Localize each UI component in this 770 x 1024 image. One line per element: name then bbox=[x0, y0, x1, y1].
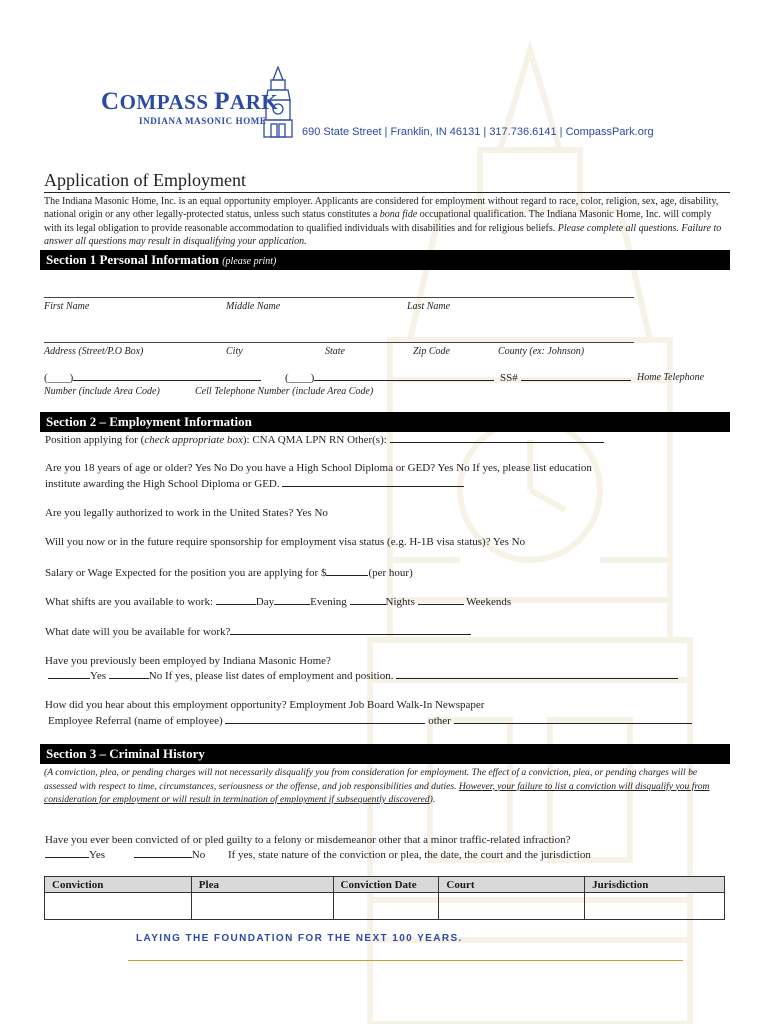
logo-title: COMPASS PARK bbox=[101, 88, 279, 115]
diploma-institute: institute awarding the High School Diploma or GED. bbox=[45, 477, 464, 490]
first-name-label: First Name bbox=[44, 301, 90, 312]
footer-tagline: LAYING THE FOUNDATION FOR THE NEXT 100 YEARS. bbox=[136, 933, 463, 944]
court-header: Court bbox=[439, 877, 585, 893]
shifts-question: What shifts are you available to work: Day Evening Nights Weekends bbox=[45, 596, 512, 608]
conviction-date-header: Conviction Date bbox=[333, 877, 439, 893]
section-1-header: Section 1 Personal Information (please print) bbox=[40, 250, 730, 270]
address-label: Address (Street/P.O Box) bbox=[44, 346, 144, 357]
salary-question: Salary or Wage Expected for the position you are applying for $ (per hour) bbox=[45, 567, 413, 579]
referral-source-question: How did you hear about this employment opportunity? Employment Job Board Walk-In Newspaper bbox=[45, 699, 485, 711]
number-label: Number (include Area Code) bbox=[44, 386, 160, 397]
jurisdiction-header: Jurisdiction bbox=[585, 877, 725, 893]
last-name-label: Last Name bbox=[407, 301, 451, 312]
conviction-cell[interactable] bbox=[45, 893, 192, 920]
cell-area-code: (____) bbox=[285, 371, 494, 384]
age-question: Are you 18 years of age or older? Yes No Do you have a High School Diploma or GED? Yes No If yes, please list education bbox=[45, 462, 592, 474]
criminal-history-note: (A conviction, plea, or pending charges will not necessarily disqualify you from consideration for employment. The effect of a conviction, plea, or pending charges will be assessed with respect to time, circumstances, seriousness or the offense, and job responsibilities and duties. However, your failure to list a conviction will disqualify you from consideration for employment or will result in termination of employment if subsequently discovered). bbox=[44, 767, 710, 805]
jurisdiction-cell[interactable] bbox=[585, 893, 725, 920]
county-label: County (ex: Johnson) bbox=[498, 346, 585, 357]
felony-question: Have you ever been convicted of or pled guilty to a felony or misdemeanor other that a minor traffic-related infraction? bbox=[45, 834, 571, 846]
middle-name-label: Middle Name bbox=[226, 301, 281, 312]
sponsorship-question: Will you now or in the future require sponsorship for employment visa status (e.g. H-1B visa status)? Yes No bbox=[45, 536, 526, 548]
section-3-header: Section 3 – Criminal History bbox=[40, 744, 730, 764]
plea-cell[interactable] bbox=[191, 893, 333, 920]
conviction-header: Conviction bbox=[45, 877, 192, 893]
position-question: Position applying for (check appropriate box): CNA QMA LPN RN Other(s): bbox=[45, 433, 604, 446]
conviction-date-cell[interactable] bbox=[333, 893, 439, 920]
previous-employment-answer: Yes No If yes, please list dates of employment and position. bbox=[48, 669, 678, 682]
state-label: State bbox=[325, 346, 345, 357]
previous-employment-question: Have you previously been employed by Indiana Masonic Home? bbox=[45, 655, 331, 667]
title-divider bbox=[44, 192, 730, 193]
available-date-question: What date will you be available for work? bbox=[45, 625, 471, 638]
conviction-table bbox=[44, 876, 725, 920]
table-row bbox=[45, 893, 725, 920]
plea-header: Plea bbox=[191, 877, 333, 893]
city-label: City bbox=[226, 346, 243, 357]
felony-answer: Yes No If yes, state nature of the conviction or plea, the date, the court and the jurisdiction bbox=[45, 848, 591, 861]
address-line[interactable] bbox=[44, 342, 634, 343]
referral-answer: Employee Referral (name of employee) other bbox=[48, 714, 692, 727]
home-telephone-label: Home Telephone bbox=[637, 372, 705, 383]
clock-tower-icon bbox=[262, 66, 294, 138]
phone-area-code: (____) bbox=[44, 371, 261, 384]
cell-telephone-label: Cell Telephone Number (include Area Code) bbox=[195, 386, 374, 397]
section-2-header: Section 2 – Employment Information bbox=[40, 412, 730, 432]
logo-subtitle: INDIANA MASONIC HOME bbox=[139, 116, 267, 126]
authorized-question: Are you legally authorized to work in the United States? Yes No bbox=[45, 507, 328, 519]
intro-paragraph: The Indiana Masonic Home, Inc. is an equal opportunity employer. Applicants are considered for employment without regard to race, color, religion, sex, age, disability, national origin or any other legally-protected status, unless such status constitutes a bona fide occupational qualification. The Indiana Masonic Home, Inc. will comply with its legal obligation to provide reasonable accommodation to qualified individuals with disabilities and for religious beliefs. Please complete all questions. Failure to answer all questions may result in disqualifying your application. bbox=[44, 196, 722, 248]
zip-label: Zip Code bbox=[413, 346, 450, 357]
name-line[interactable] bbox=[44, 297, 634, 298]
footer-divider bbox=[128, 960, 683, 961]
court-cell[interactable] bbox=[439, 893, 585, 920]
ssn-field[interactable]: SS# bbox=[500, 371, 631, 384]
contact-line: 690 State Street | Franklin, IN 46131 | 317.736.6141 | CompassPark.org bbox=[302, 126, 654, 138]
page-title: Application of Employment bbox=[44, 170, 246, 190]
